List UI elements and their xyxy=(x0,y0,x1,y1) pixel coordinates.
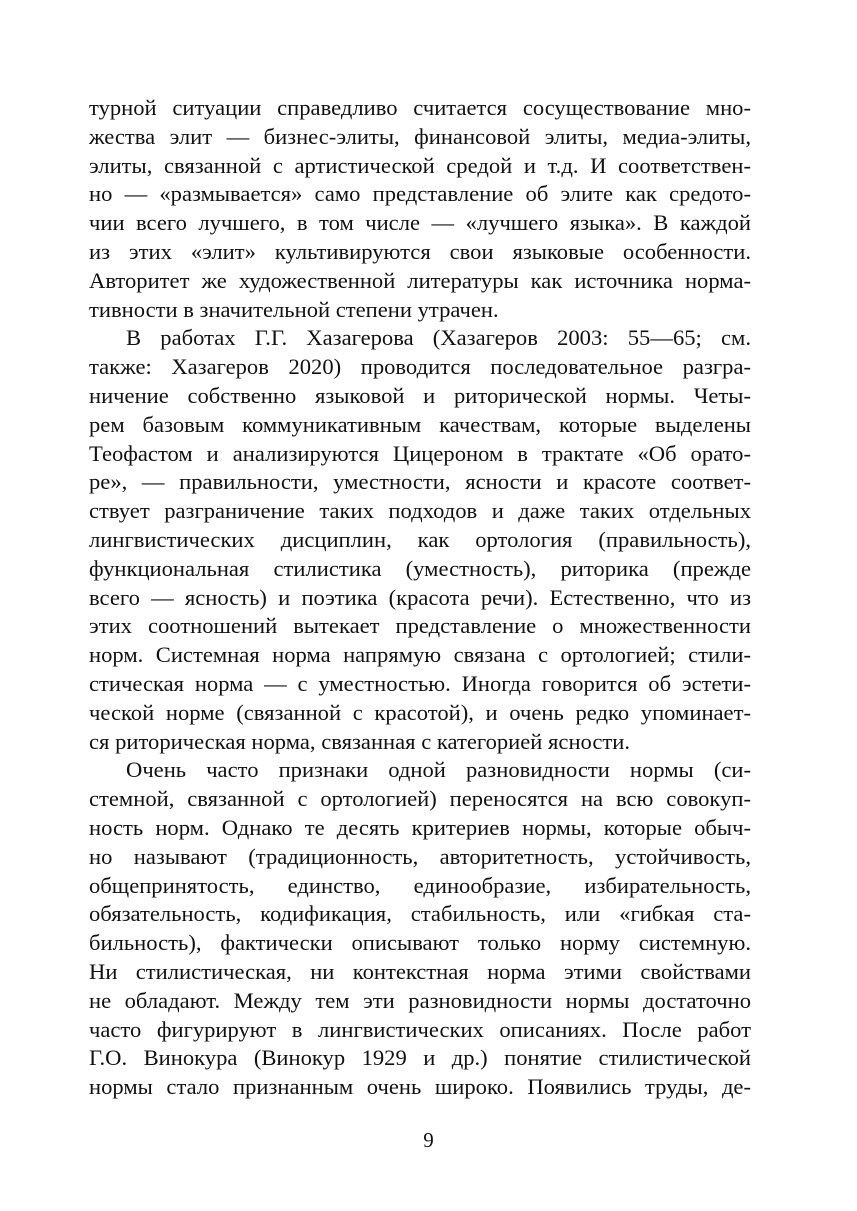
text-line: ческой норме (связанной с красотой), и очень редко упоминает- xyxy=(89,699,751,725)
text-line: ность норм. Однако те десять критериев нормы, которые обыч- xyxy=(89,814,751,840)
text-line: ре», — правильности, уместности, ясности и красоте соответ- xyxy=(89,469,751,495)
text-line: турной ситуации справедливо считается сосуществование мно- xyxy=(89,95,751,120)
text-line: из этих «элит» культивируются свои языковые особенности. xyxy=(89,238,751,264)
text-line: стемной, связанной с ортологией) переносятся на всю совокуп- xyxy=(89,786,751,812)
text-line: Теофастом и анализируются Цицероном в трактате «Об орато- xyxy=(89,440,751,466)
text-line: этих соотношений вытекает представление о множественности xyxy=(89,613,751,639)
paragraph-1 xyxy=(89,94,751,324)
text-line: В работах Г.Г. Хазагерова (Хазагеров 2003: 55—65; см. xyxy=(126,325,751,351)
text-line: обязательность, кодификация, стабильность, или «гибкая ста- xyxy=(89,901,751,927)
page-body xyxy=(89,94,751,1102)
text-line: чии всего лучшего, в том числе — «лучшего языка». В каждой xyxy=(89,210,751,236)
text-line: ствует разграничение таких подходов и даже таких отдельных xyxy=(89,498,751,524)
text-line: ся риторическая норма, связанная с категорией ясности. xyxy=(89,728,631,754)
text-line: но — «размывается» само представление об элите как средото- xyxy=(89,181,751,207)
text-line: Ни стилистическая, ни контекстная норма этими свойствами xyxy=(89,958,751,984)
text-line: также: Хазагеров 2020) проводится последовательное разгра- xyxy=(89,354,751,380)
text-line: бильность), фактически описывают только норму системную. xyxy=(89,930,751,956)
text-line: функциональная стилистика (уместность), риторика (прежде xyxy=(89,555,751,581)
text-line: нормы стало признанным очень широко. Появились труды, де- xyxy=(89,1074,751,1100)
text-line: всего — ясность) и поэтика (красота речи). Естественно, что из xyxy=(89,584,751,610)
text-line: жества элит — бизнес-элиты, финансовой элиты, медиа-элиты, xyxy=(89,123,751,149)
text-line: стическая норма — с уместностью. Иногда говорится об эстети- xyxy=(89,670,751,696)
text-line: рем базовым коммуникативным качествам, которые выделены xyxy=(89,411,751,437)
text-line: норм. Системная норма напрямую связана с ортологией; стили- xyxy=(89,642,751,668)
text-line: элиты, связанной с артистической средой и т.д. И соответствен- xyxy=(89,152,751,178)
text-line: общепринятость, единство, единообразие, избирательность, xyxy=(89,872,751,898)
text-line: но называют (традиционность, авторитетность, устойчивость, xyxy=(89,843,751,869)
page-number: 9 xyxy=(423,1128,434,1152)
text-line: ничение собственно языковой и риторической нормы. Четы- xyxy=(89,382,751,408)
text-line: не обладают. Между тем эти разновидности нормы достаточно xyxy=(89,987,751,1013)
text-line: тивности в значительной степени утрачен. xyxy=(89,296,499,322)
paragraph-2 xyxy=(89,324,751,756)
text-line: лингвистических дисциплин, как ортология (правильность), xyxy=(89,526,751,552)
paragraph-3 xyxy=(89,756,751,1102)
text-line: Очень часто признаки одной разновидности нормы (си- xyxy=(126,757,751,783)
text-line: Авторитет же художественной литературы как источника норма- xyxy=(89,267,751,293)
text-line: часто фигурируют в лингвистических описаниях. После работ xyxy=(89,1016,751,1042)
text-line: Г.О. Винокура (Винокур 1929 и др.) понятие стилистической xyxy=(89,1045,751,1071)
